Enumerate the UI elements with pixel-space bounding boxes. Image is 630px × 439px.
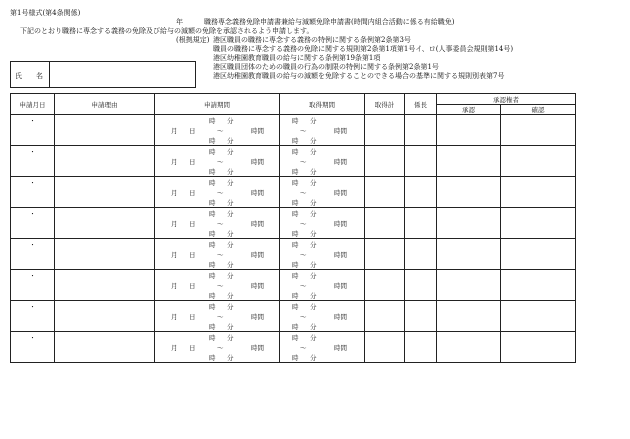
start-hour-label: 時 [292, 241, 299, 249]
confirm-cell[interactable] [501, 177, 576, 208]
date-dot: ・ [29, 241, 36, 249]
acquired-total-cell[interactable] [365, 301, 405, 332]
acquired-period-cell[interactable] [280, 332, 364, 362]
end-hour-label: 時 [209, 168, 216, 176]
end-hour-label: 時 [209, 230, 216, 238]
acquired-total-cell[interactable] [365, 208, 405, 239]
start-hour-label: 時 [209, 148, 216, 156]
hours-label: 時間 [334, 127, 347, 135]
table-row [11, 270, 576, 301]
basis-prefix: (根拠規定) [176, 36, 210, 44]
basis-line: 港区幼稚園教育職員の給与に関する条例第19条第1項 [213, 54, 381, 62]
confirm-cell[interactable] [501, 270, 576, 301]
end-hour-label: 時 [209, 137, 216, 145]
end-minute-label: 分 [227, 168, 234, 176]
table-row [11, 239, 576, 270]
start-minute-label: 分 [227, 272, 234, 280]
month-label: 月 [171, 158, 178, 166]
apply-period-cell[interactable] [155, 115, 279, 145]
approve-cell[interactable] [437, 208, 501, 239]
col-header-apply-date: 申請月日 [11, 94, 55, 115]
tilde-label: ～ [217, 282, 224, 290]
col-header-approver: 承認権者 [437, 94, 576, 105]
tilde-label: ～ [217, 189, 224, 197]
start-hour-label: 時 [209, 272, 216, 280]
acquired-total-cell[interactable] [365, 239, 405, 270]
end-minute-label: 分 [227, 261, 234, 269]
start-minute-label: 分 [310, 241, 317, 249]
reason-cell[interactable] [55, 115, 155, 146]
acquired-period-cell[interactable] [280, 115, 364, 145]
month-label: 月 [171, 127, 178, 135]
confirm-cell[interactable] [501, 301, 576, 332]
tilde-label: ～ [300, 251, 307, 259]
month-label: 月 [171, 189, 178, 197]
name-input-area[interactable] [51, 62, 195, 87]
end-hour-label: 時 [292, 292, 299, 300]
apply-period-cell[interactable] [155, 208, 279, 238]
col-header-acquired-period: 取得期間 [280, 94, 365, 115]
table-row [11, 301, 576, 332]
reason-cell[interactable] [55, 208, 155, 239]
confirm-cell[interactable] [501, 332, 576, 363]
month-label: 月 [171, 344, 178, 352]
hours-label: 時間 [251, 313, 264, 321]
end-minute-label: 分 [310, 261, 317, 269]
form-label: 第1号様式(第4条関係) [10, 9, 81, 17]
acquired-total-cell[interactable] [365, 115, 405, 146]
reason-cell[interactable] [55, 270, 155, 301]
basis-line: 港区幼稚園教育職員の給与の減額を免除することのできる場合の基準に関する規則別表第7号 [213, 72, 505, 80]
end-minute-label: 分 [310, 354, 317, 362]
start-minute-label: 分 [227, 241, 234, 249]
start-hour-label: 時 [209, 210, 216, 218]
start-minute-label: 分 [310, 179, 317, 187]
name-box [10, 61, 196, 88]
approve-cell[interactable] [437, 239, 501, 270]
end-hour-label: 時 [209, 323, 216, 331]
apply-date-cell[interactable] [11, 177, 55, 208]
reason-cell[interactable] [55, 146, 155, 177]
basis-line: 港区職員団体のための職員の行為の制限の特例に関する条例第2条第1号 [213, 63, 439, 71]
end-minute-label: 分 [227, 137, 234, 145]
end-hour-label: 時 [209, 261, 216, 269]
start-hour-label: 時 [292, 272, 299, 280]
start-minute-label: 分 [310, 210, 317, 218]
end-minute-label: 分 [310, 292, 317, 300]
apply-period-cell[interactable] [155, 239, 279, 269]
acquired-period-cell[interactable] [280, 177, 364, 207]
hours-label: 時間 [251, 158, 264, 166]
reason-cell[interactable] [55, 239, 155, 270]
start-hour-label: 時 [209, 241, 216, 249]
col-header-apply-period: 申請期間 [155, 94, 280, 115]
start-hour-label: 時 [292, 117, 299, 125]
day-label: 日 [189, 251, 196, 259]
year-label: 年 [176, 18, 183, 26]
col-header-chief: 係長 [405, 94, 437, 115]
chief-cell[interactable] [405, 115, 437, 146]
month-label: 月 [171, 251, 178, 259]
end-minute-label: 分 [310, 137, 317, 145]
chief-cell[interactable] [405, 239, 437, 270]
month-label: 月 [171, 313, 178, 321]
start-hour-label: 時 [292, 210, 299, 218]
day-label: 日 [189, 189, 196, 197]
hours-label: 時間 [334, 251, 347, 259]
approve-cell[interactable] [437, 301, 501, 332]
apply-date-cell[interactable] [11, 332, 55, 363]
name-label: 氏 名 [15, 72, 43, 80]
tilde-label: ～ [300, 282, 307, 290]
start-minute-label: 分 [310, 303, 317, 311]
basis-line: 職員の職務に専念する義務の免除に関する規則第2条第1項第1号イ、ロ(人事委員会規則第14号) [213, 45, 514, 53]
approve-cell[interactable] [437, 115, 501, 146]
start-hour-label: 時 [292, 148, 299, 156]
start-minute-label: 分 [227, 303, 234, 311]
end-minute-label: 分 [310, 230, 317, 238]
approve-cell[interactable] [437, 177, 501, 208]
tilde-label: ～ [217, 220, 224, 228]
name-divider [49, 62, 50, 87]
end-minute-label: 分 [227, 199, 234, 207]
start-minute-label: 分 [310, 148, 317, 156]
end-minute-label: 分 [227, 230, 234, 238]
hours-label: 時間 [251, 251, 264, 259]
tilde-label: ～ [217, 313, 224, 321]
end-hour-label: 時 [292, 199, 299, 207]
chief-cell[interactable] [405, 146, 437, 177]
acquired-total-cell[interactable] [365, 332, 405, 363]
end-hour-label: 時 [292, 168, 299, 176]
start-hour-label: 時 [209, 117, 216, 125]
apply-date-cell[interactable] [11, 270, 55, 301]
apply-period-cell[interactable] [155, 146, 279, 176]
tilde-label: ～ [300, 189, 307, 197]
end-hour-label: 時 [292, 354, 299, 362]
acquired-period-cell[interactable] [280, 208, 364, 238]
start-hour-label: 時 [292, 179, 299, 187]
chief-cell[interactable] [405, 208, 437, 239]
confirm-cell[interactable] [501, 115, 576, 146]
end-minute-label: 分 [310, 168, 317, 176]
apply-date-cell[interactable] [11, 301, 55, 332]
col-header-confirm: 確認 [501, 105, 576, 115]
acquired-period-cell[interactable] [280, 146, 364, 176]
start-hour-label: 時 [209, 334, 216, 342]
end-minute-label: 分 [310, 323, 317, 331]
start-minute-label: 分 [227, 179, 234, 187]
approve-cell[interactable] [437, 270, 501, 301]
approve-cell[interactable] [437, 332, 501, 363]
hours-label: 時間 [251, 220, 264, 228]
tilde-label: ～ [217, 251, 224, 259]
chief-cell[interactable] [405, 270, 437, 301]
apply-date-cell[interactable] [11, 115, 55, 146]
apply-date-cell[interactable] [11, 146, 55, 177]
end-hour-label: 時 [209, 354, 216, 362]
date-dot: ・ [29, 272, 36, 280]
confirm-cell[interactable] [501, 146, 576, 177]
end-hour-label: 時 [209, 292, 216, 300]
basis-line: 港区職員の職務に専念する義務の特例に関する条例第2条第3号 [213, 36, 411, 44]
confirm-cell[interactable] [501, 239, 576, 270]
hours-label: 時間 [251, 344, 264, 352]
tilde-label: ～ [217, 127, 224, 135]
hours-label: 時間 [334, 220, 347, 228]
start-minute-label: 分 [227, 117, 234, 125]
start-hour-label: 時 [209, 303, 216, 311]
apply-date-cell[interactable] [11, 239, 55, 270]
col-header-acquired-total: 取得計 [365, 94, 405, 115]
tilde-label: ～ [217, 344, 224, 352]
table-row [11, 115, 576, 146]
day-label: 日 [189, 158, 196, 166]
start-minute-label: 分 [310, 334, 317, 342]
apply-period-cell[interactable] [155, 177, 279, 207]
chief-cell[interactable] [405, 332, 437, 363]
hours-label: 時間 [251, 189, 264, 197]
end-hour-label: 時 [292, 261, 299, 269]
reason-cell[interactable] [55, 177, 155, 208]
intro-text: 下記のとおり職務に専念する義務の免除及び給与の減額の免除を承認されるよう申請します。 [20, 27, 314, 35]
date-dot: ・ [29, 117, 36, 125]
month-label: 月 [171, 282, 178, 290]
document-title: 職務専念義務免除申請書兼給与減額免除申請書(時間内組合活動に係る有給職免) [204, 18, 455, 26]
start-minute-label: 分 [310, 272, 317, 280]
start-minute-label: 分 [227, 148, 234, 156]
tilde-label: ～ [300, 158, 307, 166]
end-hour-label: 時 [209, 199, 216, 207]
end-hour-label: 時 [292, 137, 299, 145]
end-minute-label: 分 [227, 354, 234, 362]
reason-cell[interactable] [55, 332, 155, 363]
acquired-total-cell[interactable] [365, 270, 405, 301]
end-hour-label: 時 [292, 323, 299, 331]
start-minute-label: 分 [310, 117, 317, 125]
confirm-cell[interactable] [501, 208, 576, 239]
table-row [11, 332, 576, 363]
hours-label: 時間 [334, 282, 347, 290]
day-label: 日 [189, 127, 196, 135]
month-label: 月 [171, 220, 178, 228]
col-header-approve: 承認 [437, 105, 501, 115]
apply-period-cell[interactable] [155, 332, 279, 362]
day-label: 日 [189, 313, 196, 321]
chief-cell[interactable] [405, 301, 437, 332]
day-label: 日 [189, 282, 196, 290]
acquired-total-cell[interactable] [365, 146, 405, 177]
day-label: 日 [189, 344, 196, 352]
date-dot: ・ [29, 148, 36, 156]
table-row [11, 208, 576, 239]
tilde-label: ～ [300, 220, 307, 228]
start-minute-label: 分 [227, 210, 234, 218]
col-header-reason: 申請理由 [55, 94, 155, 115]
apply-period-cell[interactable] [155, 301, 279, 331]
hours-label: 時間 [251, 127, 264, 135]
tilde-label: ～ [217, 158, 224, 166]
application-table [10, 93, 576, 363]
tilde-label: ～ [300, 313, 307, 321]
acquired-total-cell[interactable] [365, 177, 405, 208]
table-row [11, 177, 576, 208]
day-label: 日 [189, 220, 196, 228]
tilde-label: ～ [300, 344, 307, 352]
apply-date-cell[interactable] [11, 208, 55, 239]
acquired-period-cell[interactable] [280, 270, 364, 300]
hours-label: 時間 [334, 313, 347, 321]
approve-cell[interactable] [437, 146, 501, 177]
date-dot: ・ [29, 210, 36, 218]
start-hour-label: 時 [209, 179, 216, 187]
tilde-label: ～ [300, 127, 307, 135]
hours-label: 時間 [334, 344, 347, 352]
date-dot: ・ [29, 303, 36, 311]
hours-label: 時間 [334, 189, 347, 197]
date-dot: ・ [29, 334, 36, 342]
end-minute-label: 分 [227, 323, 234, 331]
apply-period-cell[interactable] [155, 270, 279, 300]
start-hour-label: 時 [292, 303, 299, 311]
hours-label: 時間 [251, 282, 264, 290]
reason-cell[interactable] [55, 301, 155, 332]
acquired-period-cell[interactable] [280, 239, 364, 269]
start-minute-label: 分 [227, 334, 234, 342]
date-dot: ・ [29, 179, 36, 187]
hours-label: 時間 [334, 158, 347, 166]
end-minute-label: 分 [227, 292, 234, 300]
chief-cell[interactable] [405, 177, 437, 208]
table-row [11, 146, 576, 177]
acquired-period-cell[interactable] [280, 301, 364, 331]
end-minute-label: 分 [310, 199, 317, 207]
start-hour-label: 時 [292, 334, 299, 342]
end-hour-label: 時 [292, 230, 299, 238]
